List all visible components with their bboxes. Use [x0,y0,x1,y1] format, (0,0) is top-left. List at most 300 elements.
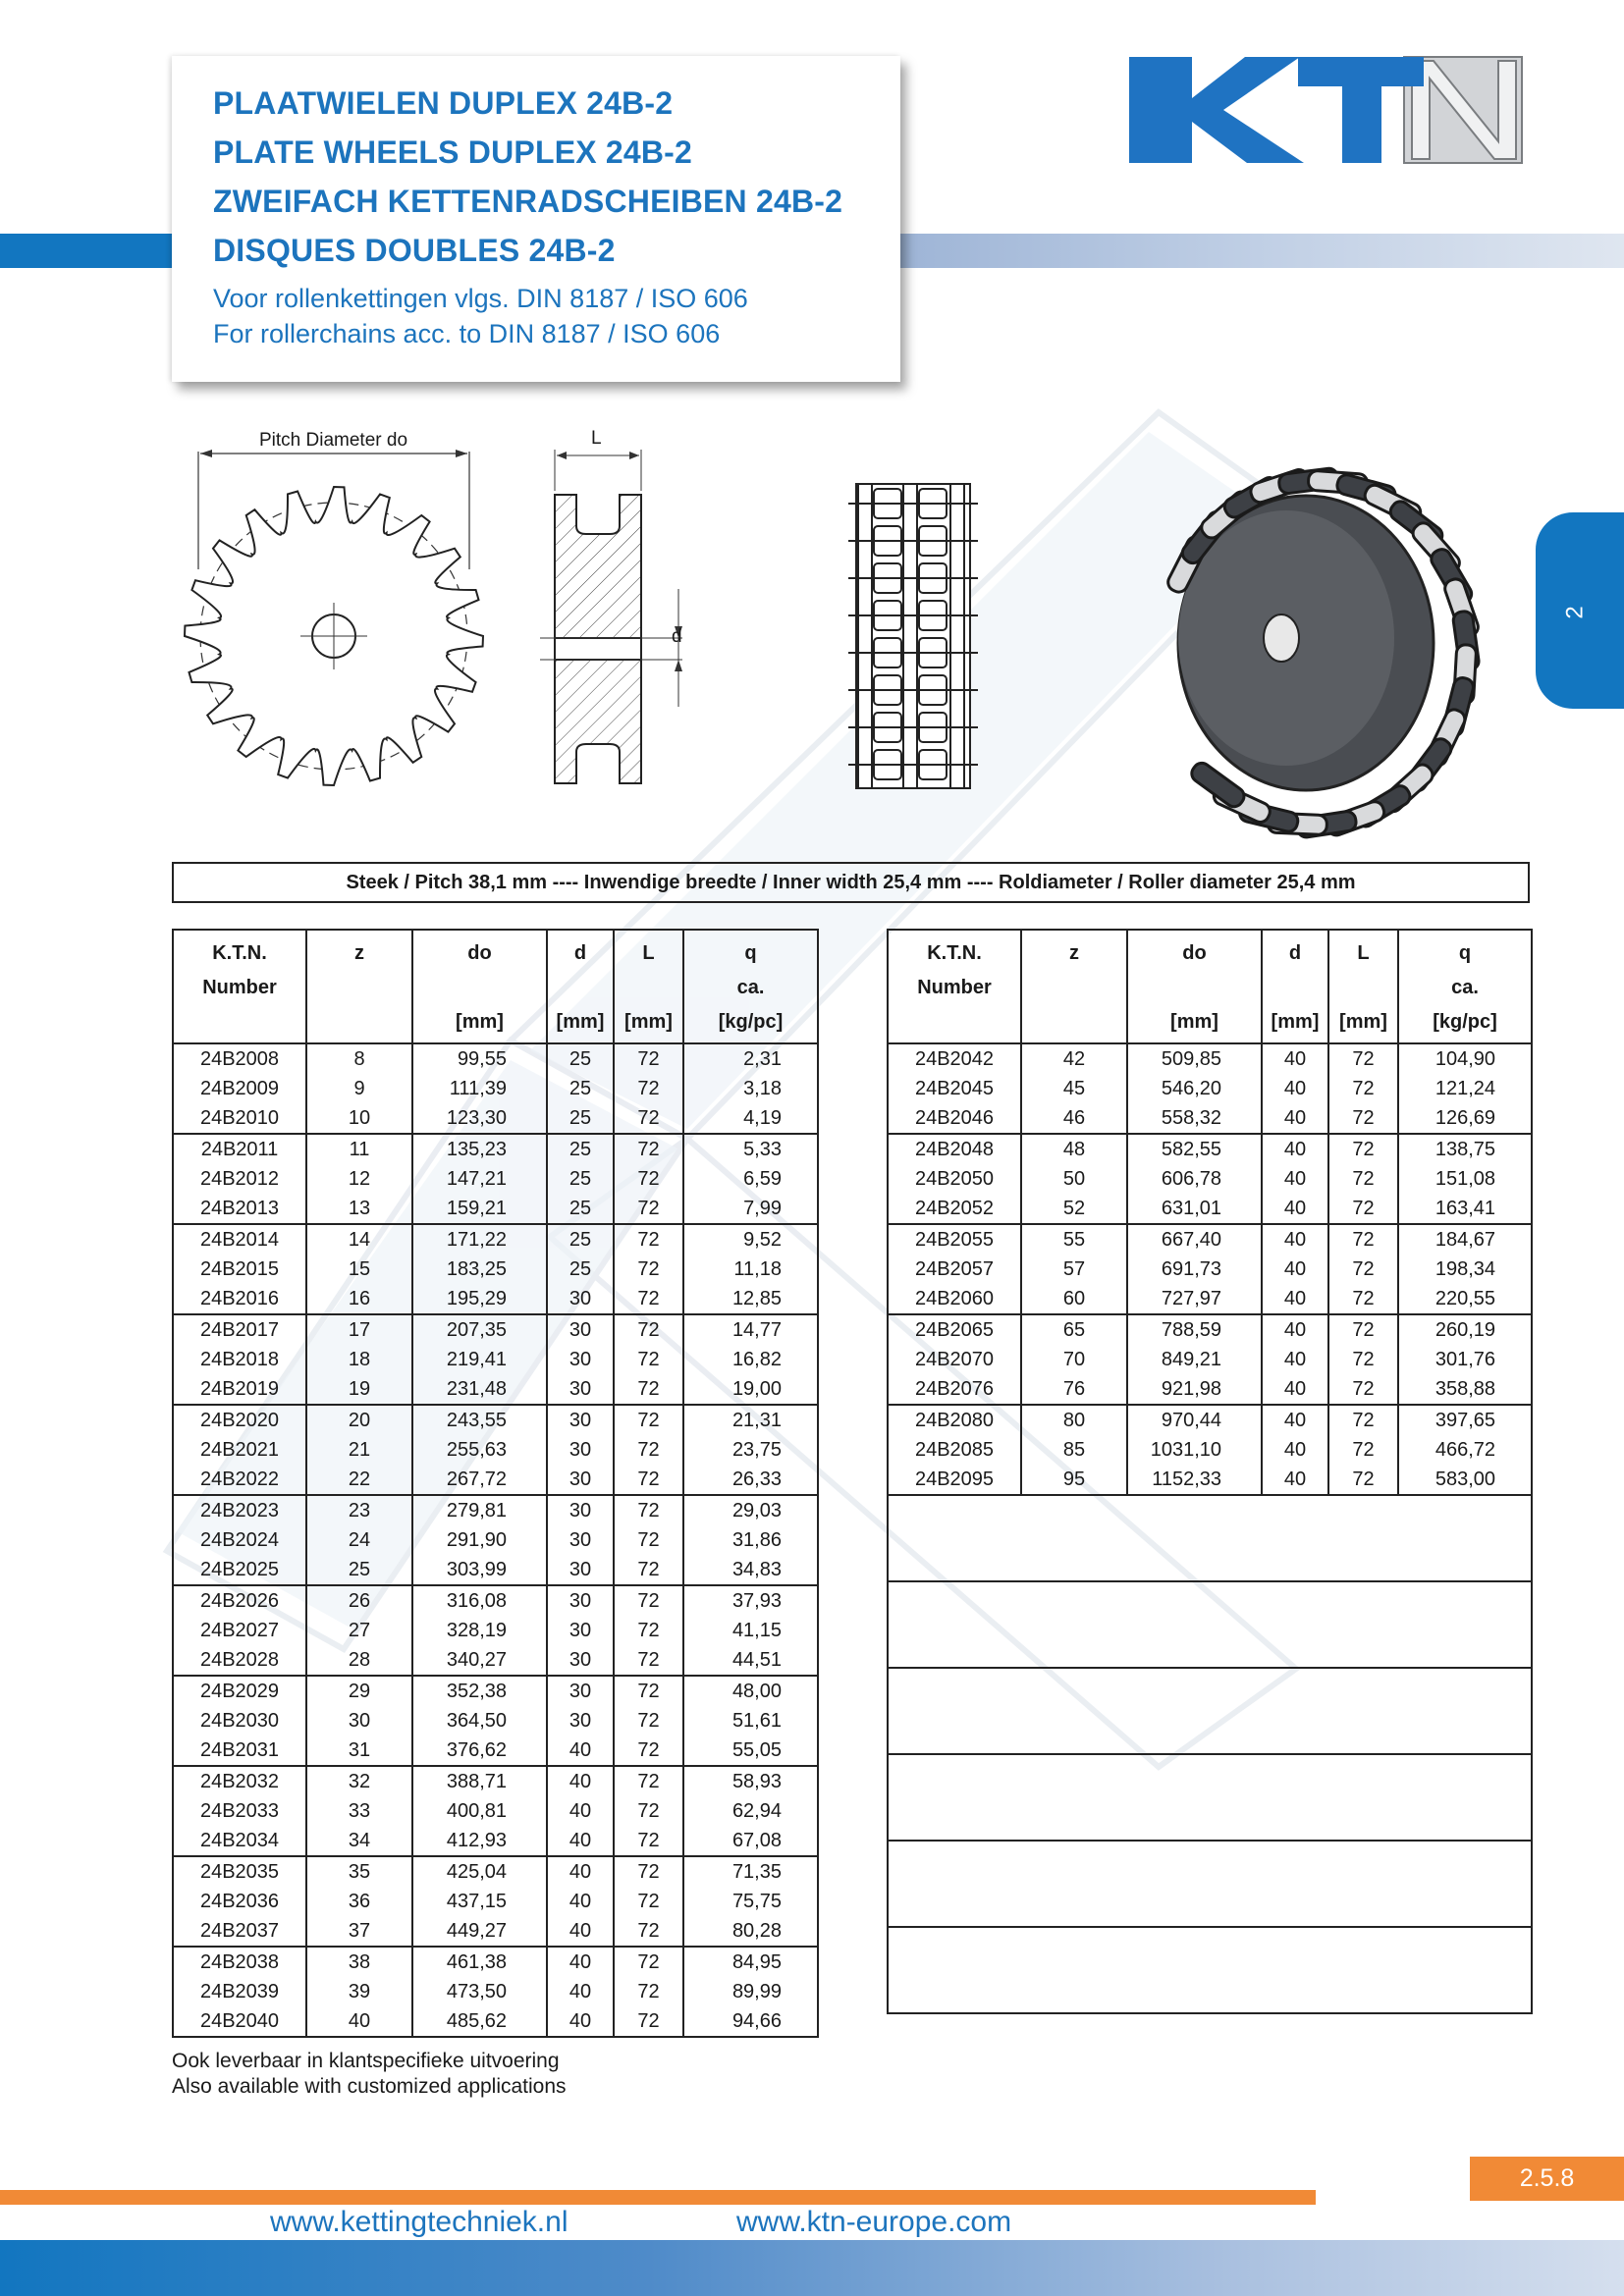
table-cell: 20 [306,1405,412,1435]
table-cell: 509,85 [1127,1043,1262,1074]
table-cell: 10 [306,1103,412,1134]
table-cell: 546,20 [1127,1074,1262,1103]
table-cell: 26 [306,1585,412,1616]
table-cell: 24B2052 [888,1194,1021,1224]
table-cell: 72 [614,1555,683,1585]
table-cell: 32 [306,1766,412,1796]
table-cell: 72 [1328,1314,1398,1345]
table-cell: 30 [306,1706,412,1735]
empty-cell [888,1927,1532,2013]
table-cell: 40 [547,1916,614,1947]
table-cell: 60 [1021,1284,1127,1314]
column-header-line [1024,1005,1124,1040]
column-header-line: [kg/pc] [718,1011,784,1033]
top-band-left [0,234,187,268]
table-row [173,1676,818,1706]
empty-cell [888,1495,1532,1581]
column-header-line: d [573,942,587,964]
table-cell: 301,76 [1398,1345,1532,1374]
column-header-line: L [1357,942,1370,964]
table-row [888,1435,1532,1465]
table-cell: 24B2018 [173,1345,306,1374]
table-cell: 24B2080 [888,1405,1021,1435]
table-cell: 19 [306,1374,412,1405]
table-cell: 72 [614,1706,683,1735]
table-row [173,1856,818,1887]
table-row [888,1374,1532,1405]
table-cell: 99,55 [412,1043,547,1074]
table-cell: 72 [614,1103,683,1134]
table-cell: 461,38 [412,1947,547,1977]
table-cell: 3,18 [683,1074,818,1103]
table-cell: 727,97 [1127,1284,1262,1314]
table-cell: 30 [547,1585,614,1616]
table-cell: 4,19 [683,1103,818,1134]
table-row [888,1164,1532,1194]
table-cell: 25 [547,1255,614,1284]
title-box [172,56,900,382]
column-header-line: q [744,942,757,964]
sprocket-table-right [887,929,1533,2014]
table-cell: 12 [306,1164,412,1194]
table-row [173,1255,818,1284]
column-header [306,930,412,1043]
column-header-line: [kg/pc] [1433,1011,1497,1033]
empty-table-row [888,1754,1532,1841]
table-cell: 219,41 [412,1345,547,1374]
table-cell: 40 [1262,1043,1328,1074]
table-cell: 340,27 [412,1645,547,1676]
width-label: L [591,428,602,449]
table-cell: 51,61 [683,1706,818,1735]
table-cell: 2,31 [683,1043,818,1074]
table-cell: 28 [306,1645,412,1676]
column-header [1398,930,1532,1043]
pitch-info-text: Steek / Pitch 38,1 mm ---- Inwendige breedte / Inner width 25,4 mm ---- Roldiameter / Roller diameter 25,4 mm [346,871,1356,893]
table-cell: 72 [614,1735,683,1766]
table-row [173,1495,818,1525]
table-cell: 267,72 [412,1465,547,1495]
table-cell: 16,82 [683,1345,818,1374]
table-cell: 40 [1262,1405,1328,1435]
note-english: Also available with customized applications [172,2075,567,2098]
url-kettingtechniek-link[interactable]: www.kettingtechniek.nl [270,2206,568,2238]
column-header-line [309,971,409,1005]
table-cell: 207,35 [412,1314,547,1345]
table-cell: 72 [614,1495,683,1525]
table-cell: 24B2036 [173,1887,306,1916]
column-header [173,930,306,1043]
empty-table-row [888,1927,1532,2013]
table-cell: 316,08 [412,1585,547,1616]
table-cell: 72 [614,1947,683,1977]
table-row [888,1134,1532,1164]
column-header [1328,930,1398,1043]
table-row [173,1525,818,1555]
table-cell: 30 [547,1616,614,1645]
table-cell: 11 [306,1134,412,1164]
table-cell: 72 [614,1916,683,1947]
column-header-line: do [1182,942,1207,964]
table-row [173,1887,818,1916]
table-cell: 40 [547,1766,614,1796]
table-cell: 72 [614,1887,683,1916]
table-cell: 11,18 [683,1255,818,1284]
table-cell: 95 [1021,1465,1127,1495]
table-cell: 5,33 [683,1134,818,1164]
table-cell: 970,44 [1127,1405,1262,1435]
table-cell: 24B2021 [173,1435,306,1465]
table-cell: 24B2038 [173,1947,306,1977]
empty-cell [888,1754,1532,1841]
table-cell: 40 [547,2006,614,2037]
table-cell: 24B2035 [173,1856,306,1887]
table-cell: 40 [1262,1465,1328,1495]
table-cell: 260,19 [1398,1314,1532,1345]
table-cell: 104,90 [1398,1043,1532,1074]
table-cell: 30 [547,1435,614,1465]
table-cell: 40 [1262,1314,1328,1345]
table-cell: 183,25 [412,1255,547,1284]
table-row [173,1585,818,1616]
subtitle-english: For rollerchains acc. to DIN 8187 / ISO 606 [213,319,721,348]
table-cell: 147,21 [412,1164,547,1194]
table-cell: 23 [306,1495,412,1525]
table-cell: 135,23 [412,1134,547,1164]
table-row [173,1645,818,1676]
table-cell: 558,32 [1127,1103,1262,1134]
table-cell: 72 [1328,1465,1398,1495]
table-cell: 24B2027 [173,1616,306,1645]
table-row [173,2006,818,2037]
table-cell: 24B2023 [173,1495,306,1525]
table-cell: 24B2046 [888,1103,1021,1134]
table-cell: 30 [547,1465,614,1495]
table-cell: 606,78 [1127,1164,1262,1194]
table-cell: 30 [547,1314,614,1345]
table-cell: 40 [547,1947,614,1977]
column-header-line: K.T.N. [212,942,267,964]
table-cell: 231,48 [412,1374,547,1405]
table-cell: 352,38 [412,1676,547,1706]
table-cell: 44,51 [683,1645,818,1676]
table-cell: 24B2013 [173,1194,306,1224]
table-cell: 48,00 [683,1676,818,1706]
column-header [683,930,818,1043]
table-cell: 24B2025 [173,1555,306,1585]
empty-cell [888,1581,1532,1668]
table-cell: 40 [306,2006,412,2037]
table-cell: 72 [614,1616,683,1645]
table-cell: 631,01 [1127,1194,1262,1224]
table-cell: 72 [614,1164,683,1194]
column-header-line: ca. [736,977,765,998]
table-row [173,1134,818,1164]
table-cell: 34,83 [683,1555,818,1585]
table-cell: 25 [306,1555,412,1585]
table-cell: 24B2065 [888,1314,1021,1345]
table-cell: 50 [1021,1164,1127,1194]
table-cell: 72 [1328,1284,1398,1314]
table-cell: 400,81 [412,1796,547,1826]
column-header [614,930,683,1043]
table-cell: 24 [306,1525,412,1555]
title-french: DISQUES DOUBLES 24B-2 [213,233,616,268]
table-row [173,1916,818,1947]
chapter-tab-number: 2 [1561,606,1589,619]
table-cell: 40 [1262,1255,1328,1284]
table-cell: 31 [306,1735,412,1766]
table-cell: 14,77 [683,1314,818,1345]
column-header-line: d [1288,942,1302,964]
table-cell: 72 [1328,1164,1398,1194]
column-header [1127,930,1262,1043]
table-cell: 466,72 [1398,1435,1532,1465]
table-cell: 40 [1262,1284,1328,1314]
table-cell: 84,95 [683,1947,818,1977]
table-cell: 42 [1021,1043,1127,1074]
table-cell: 121,24 [1398,1074,1532,1103]
column-header-line: L [642,942,655,964]
table-cell: 126,69 [1398,1103,1532,1134]
column-header-line [891,1005,1018,1040]
table-cell: 24B2076 [888,1374,1021,1405]
table-cell: 72 [1328,1194,1398,1224]
table-cell: 72 [614,1435,683,1465]
table-cell: 39 [306,1977,412,2006]
table-cell: 40 [547,1887,614,1916]
table-cell: 40 [1262,1194,1328,1224]
table-cell: 72 [614,1284,683,1314]
table-row [173,1616,818,1645]
column-header-line: [mm] [1170,1011,1218,1033]
table-cell: 18 [306,1345,412,1374]
table-cell: 45 [1021,1074,1127,1103]
table-cell: 72 [614,1766,683,1796]
column-header-line: [mm] [456,1011,504,1033]
table-row [173,1735,818,1766]
table-cell: 80 [1021,1405,1127,1435]
table-cell: 667,40 [1127,1224,1262,1255]
table-cell: 473,50 [412,1977,547,2006]
table-cell: 24B2031 [173,1735,306,1766]
table-cell: 24B2022 [173,1465,306,1495]
table-cell: 30 [547,1405,614,1435]
table-cell: 171,22 [412,1224,547,1255]
column-header-line: Number [202,977,277,998]
table-cell: 8 [306,1043,412,1074]
table-cell: 279,81 [412,1495,547,1525]
table-cell: 40 [1262,1134,1328,1164]
table-cell: 25 [547,1134,614,1164]
table-cell: 583,00 [1398,1465,1532,1495]
table-cell: 76 [1021,1374,1127,1405]
table-cell: 388,71 [412,1766,547,1796]
table-cell: 17 [306,1314,412,1345]
table-cell: 24B2026 [173,1585,306,1616]
table-cell: 24B2024 [173,1525,306,1555]
table-cell: 41,15 [683,1616,818,1645]
table-cell: 72 [614,1856,683,1887]
table-cell: 72 [614,1345,683,1374]
column-header-line [415,971,544,1005]
table-cell: 30 [547,1555,614,1585]
table-cell: 25 [547,1194,614,1224]
table-cell: 40 [1262,1164,1328,1194]
table-row [888,1255,1532,1284]
table-cell: 21 [306,1435,412,1465]
table-cell: 30 [547,1706,614,1735]
table-cell: 33 [306,1796,412,1826]
table-cell: 72 [1328,1224,1398,1255]
column-header-line: [mm] [556,1011,605,1033]
table-cell: 40 [1262,1074,1328,1103]
table-cell: 21,31 [683,1405,818,1435]
table-cell: 72 [614,1043,683,1074]
subtitle-dutch: Voor rollenkettingen vlgs. DIN 8187 / ISO 606 [213,284,748,313]
table-row [173,1074,818,1103]
table-row [888,1194,1532,1224]
table-cell: 24B2019 [173,1374,306,1405]
table-cell: 40 [547,1735,614,1766]
empty-cell [888,1841,1532,1927]
column-header-line: K.T.N. [927,942,982,964]
table-cell: 24B2060 [888,1284,1021,1314]
table-row [888,1043,1532,1074]
column-header-line: Number [917,977,992,998]
table-cell: 6,59 [683,1164,818,1194]
table-cell: 24B2010 [173,1103,306,1134]
table-cell: 14 [306,1224,412,1255]
page-number-badge [1470,2157,1624,2201]
duplex-chain-drawing [844,479,982,793]
column-header [412,930,547,1043]
pitch-diameter-label: Pitch Diameter do [256,430,410,452]
table-row [173,1706,818,1735]
footer-orange-bar [0,2190,1316,2205]
table-cell: 24B2030 [173,1706,306,1735]
table-cell: 48 [1021,1134,1127,1164]
table-cell: 27 [306,1616,412,1645]
table-cell: 72 [614,1194,683,1224]
table-cell: 72 [614,1255,683,1284]
table-cell: 485,62 [412,2006,547,2037]
sprocket-side-section-drawing [535,432,712,795]
table-cell: 25 [547,1043,614,1074]
empty-table-row [888,1668,1532,1754]
table-cell: 72 [1328,1134,1398,1164]
table-cell: 57 [1021,1255,1127,1284]
column-header-line: [mm] [624,1011,673,1033]
table-cell: 7,99 [683,1194,818,1224]
table-row [173,1555,818,1585]
table-cell: 70 [1021,1345,1127,1374]
table-cell: 80,28 [683,1916,818,1947]
table-cell: 30 [547,1525,614,1555]
empty-table-row [888,1841,1532,1927]
table-cell: 72 [1328,1374,1398,1405]
table-cell: 24B2085 [888,1435,1021,1465]
table-cell: 72 [1328,1043,1398,1074]
table-cell: 40 [547,1977,614,2006]
table-cell: 72 [614,2006,683,2037]
table-cell: 71,35 [683,1856,818,1887]
url-ktn-europe-link[interactable]: www.ktn-europe.com [736,2206,1012,2238]
table-cell: 72 [614,1796,683,1826]
table-cell: 691,73 [1127,1255,1262,1284]
table-cell: 72 [1328,1103,1398,1134]
table-row [173,1465,818,1495]
column-header-line [617,971,680,1005]
table-cell: 19,00 [683,1374,818,1405]
column-header-line: ca. [1451,977,1479,998]
table-cell: 72 [614,1465,683,1495]
sprocket-front-view-drawing [177,422,501,795]
table-cell: 67,08 [683,1826,818,1856]
table-cell: 62,94 [683,1796,818,1826]
column-header-line: q [1458,942,1472,964]
sprocket-table-left [172,929,819,2038]
table-cell: 25 [547,1224,614,1255]
table-cell: 72 [614,1074,683,1103]
table-cell: 72 [614,1585,683,1616]
pitch-info-box [172,862,1530,903]
table-cell: 303,99 [412,1555,547,1585]
table-cell: 24B2008 [173,1043,306,1074]
table-cell: 376,62 [412,1735,547,1766]
table-cell: 24B2057 [888,1255,1021,1284]
table-cell: 425,04 [412,1856,547,1887]
table-cell: 65 [1021,1314,1127,1345]
table-cell: 24B2034 [173,1826,306,1856]
empty-table-row [888,1495,1532,1581]
table-cell: 24B2011 [173,1134,306,1164]
table-cell: 29,03 [683,1495,818,1525]
table-cell: 24B2012 [173,1164,306,1194]
column-header-line [1130,971,1259,1005]
table-cell: 364,50 [412,1706,547,1735]
table-cell: 9,52 [683,1224,818,1255]
table-cell: 24B2039 [173,1977,306,2006]
table-cell: 163,41 [1398,1194,1532,1224]
column-header-line: do [467,942,492,964]
table-row [888,1074,1532,1103]
table-cell: 72 [1328,1405,1398,1435]
table-row [173,1164,818,1194]
table-cell: 25 [547,1164,614,1194]
table-cell: 55 [1021,1224,1127,1255]
table-cell: 195,29 [412,1284,547,1314]
table-cell: 94,66 [683,2006,818,2037]
table-cell: 582,55 [1127,1134,1262,1164]
table-row [173,1224,818,1255]
table-row [888,1314,1532,1345]
table-cell: 198,34 [1398,1255,1532,1284]
table-row [173,1194,818,1224]
table-cell: 12,85 [683,1284,818,1314]
table-cell: 30 [547,1374,614,1405]
table-row [173,1977,818,2006]
table-cell: 24B2050 [888,1164,1021,1194]
table-cell: 24B2016 [173,1284,306,1314]
table-cell: 36 [306,1887,412,1916]
table-cell: 151,08 [1398,1164,1532,1194]
table-cell: 30 [547,1645,614,1676]
table-cell: 85 [1021,1435,1127,1465]
column-header-line [1331,971,1395,1005]
title-english: PLATE WHEELS DUPLEX 24B-2 [213,134,693,170]
column-header-line: z [1069,942,1079,964]
